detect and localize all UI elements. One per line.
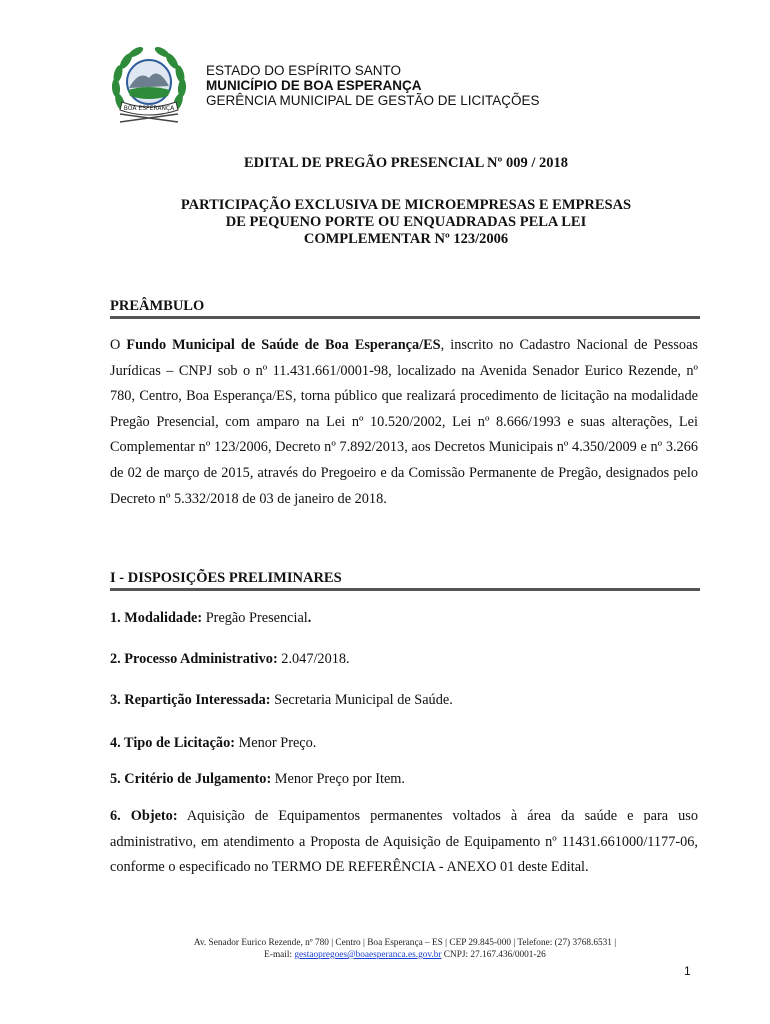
subtitle-line: PARTICIPAÇÃO EXCLUSIVA DE MICROEMPRESAS E EMPRESAS	[180, 197, 632, 213]
preambulo-entity: Fundo Municipal de Saúde de Boa Esperança/ES	[126, 337, 441, 353]
item-label: 6. Objeto:	[110, 808, 178, 824]
preambulo-paragraph	[110, 333, 698, 512]
list-item-tipo	[110, 735, 698, 752]
page-number: 1	[684, 964, 691, 978]
department-name: GERÊNCIA MUNICIPAL DE GESTÃO DE LICITAÇÕES	[206, 93, 540, 108]
state-name: ESTADO DO ESPÍRITO SANTO	[206, 63, 402, 78]
section-divider	[110, 588, 700, 591]
logo-banner-text: BOA ESPERANÇA	[123, 105, 175, 112]
item-value: Menor Preço por Item.	[271, 771, 405, 787]
list-item-processo	[110, 651, 698, 668]
list-item-objeto	[110, 804, 698, 881]
item-label: 4. Tipo de Licitação:	[110, 735, 235, 751]
footer-email-label: E-mail:	[264, 950, 295, 960]
footer-contact	[100, 949, 710, 961]
item-value: Pregão Presencial	[202, 610, 308, 626]
preambulo-text: , inscrito no Cadastro Nacional de Pessoas Jurídicas – CNPJ sob o nº 11.431.661/0001-98, localizado na Avenida Senador Eurico Rezende, nº 780, Centro, Boa Esperança/ES, torna público que realizará procedimento de licitação na modalidade Pregão Presencial, com amparo na Lei nº 10.520/2002, Lei nº 8.666/1993 e suas alterações, Lei Complementar nº 123/2006, Decreto nº 7.892/2013, aos Decretos Municipais nº 4.350/2009 e nº 3.266 de 02 de março de 2015, através do Pregoeiro e da Comissão Permanente de Pregão, designados pelo Decreto nº 5.332/2018 de 03 de janeiro de 2018.	[110, 337, 698, 507]
item-value: Aquisição de Equipamentos permanentes voltados à área da saúde e para uso administrativo, em atendimento a Proposta de Aquisição de Equipamento nº 11431.661000/1177-06, conforme o especificado no TERMO DE REFERÊNCIA - ANEXO 01 deste Edital.	[110, 808, 698, 876]
section-divider	[110, 316, 700, 319]
item-suffix: .	[307, 610, 312, 626]
municipality-name: MUNICÍPIO DE BOA ESPERANÇA	[206, 78, 422, 93]
list-item-reparticao	[110, 692, 698, 709]
item-label: 1. Modalidade:	[110, 610, 203, 626]
footer-email-link[interactable]: gestaopregoes@boaesperanca.es.gov.br	[294, 950, 442, 960]
footer-address: Av. Senador Eurico Rezende, nº 780 | Centro | Boa Esperança – ES | CEP 29.845-000 | Telefone: (27) 3768.6531 |	[193, 938, 617, 948]
subtitle-line: COMPLEMENTAR Nº 123/2006	[303, 231, 509, 247]
item-value: Secretaria Municipal de Saúde.	[270, 692, 453, 708]
edital-title: EDITAL DE PREGÃO PRESENCIAL Nº 009 / 2018	[244, 155, 568, 171]
document-header	[100, 44, 700, 134]
section-heading-disposicoes: I - DISPOSIÇÕES PRELIMINARES	[110, 570, 342, 586]
footer-cnpj: CNPJ: 27.167.436/0001-26	[441, 950, 546, 960]
preambulo-lead: O	[110, 337, 127, 353]
item-label: 2. Processo Administrativo:	[110, 651, 278, 667]
list-item-modalidade	[110, 610, 698, 627]
item-value: 2.047/2018.	[277, 651, 350, 667]
preambulo-heading: PREÂMBULO	[110, 298, 205, 314]
edital-subtitle	[110, 197, 702, 248]
list-item-criterio	[110, 771, 698, 788]
item-label: 3. Repartição Interessada:	[110, 692, 271, 708]
municipal-coat-of-arms-logo	[106, 44, 192, 130]
subtitle-line: DE PEQUENO PORTE OU ENQUADRADAS PELA LEI	[225, 214, 587, 230]
item-label: 5. Critério de Julgamento:	[110, 771, 272, 787]
item-value: Menor Preço.	[234, 735, 317, 751]
header-text	[206, 63, 540, 108]
page-footer	[100, 937, 710, 961]
